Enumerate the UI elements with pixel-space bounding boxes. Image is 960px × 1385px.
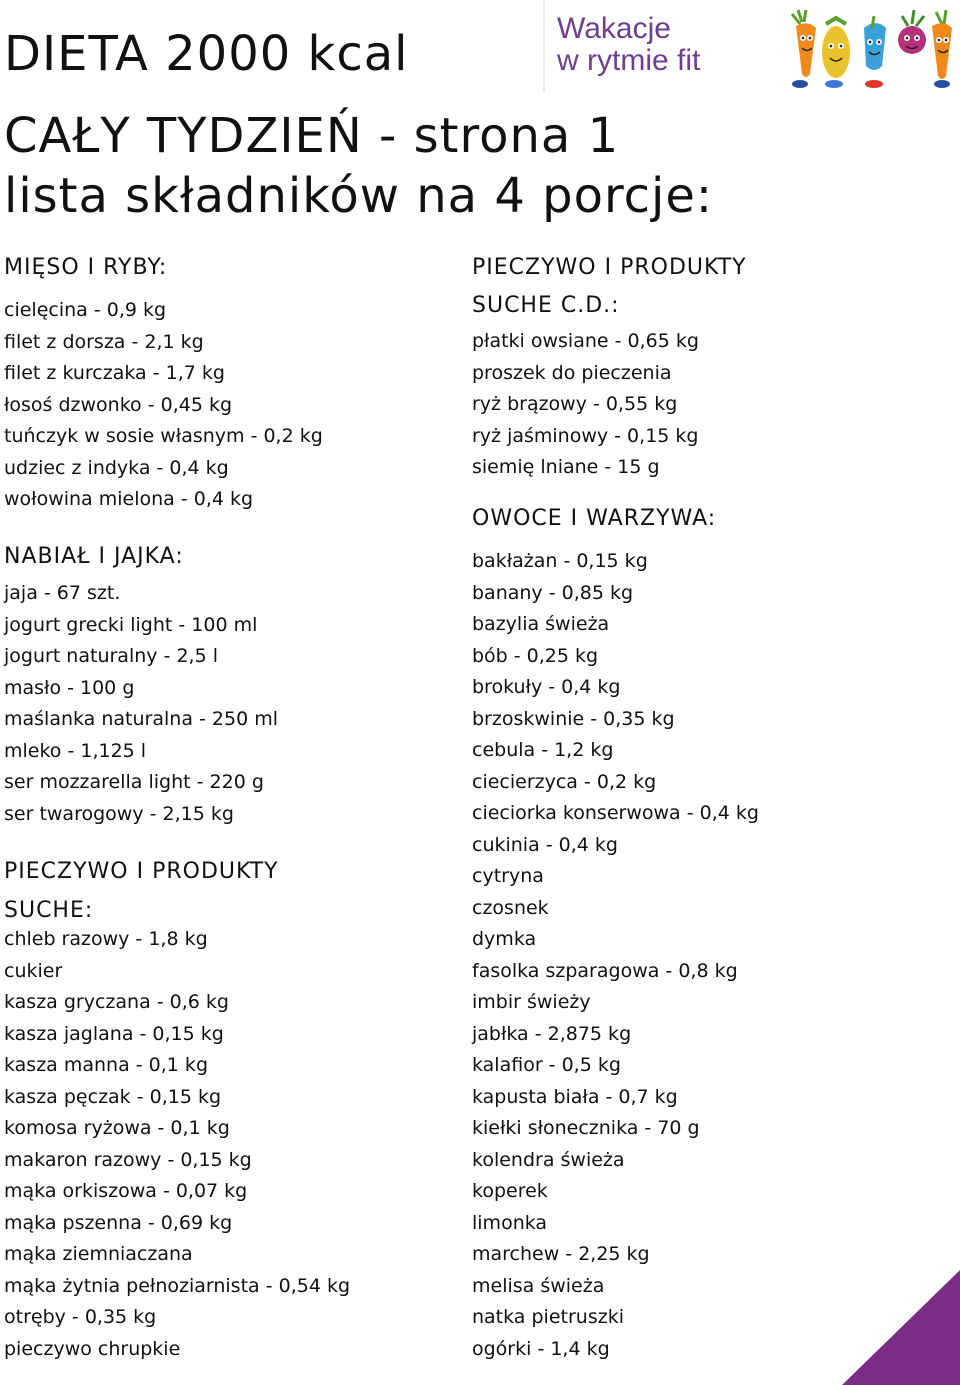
list-item: jaja - 67 szt.: [4, 582, 121, 604]
list-item: łosoś dzwonko - 0,45 kg: [4, 393, 233, 416]
list-item: bazylia świeża: [472, 613, 610, 635]
page-subtitle-ingredients: lista składników na 4 porcje:: [4, 168, 714, 224]
list-item: cukier: [4, 959, 63, 982]
list-item: ogórki - 1,4 kg: [472, 1337, 610, 1360]
section-heading-bread-dry-continued: PIECZYWO I PRODUKTY: [472, 255, 747, 280]
list-item: cebula - 1,2 kg: [472, 739, 614, 761]
list-item: brzoskwinie - 0,35 kg: [472, 707, 675, 730]
list-item: tuńczyk w sosie własnym - 0,2 kg: [4, 425, 323, 447]
list-item: masło - 100 g: [4, 676, 135, 699]
list-item: makaron razowy - 0,15 kg: [4, 1148, 252, 1171]
list-item: kiełki słonecznika - 70 g: [472, 1117, 700, 1139]
radish-mascot-icon: [898, 10, 926, 54]
list-item: mąka pszenna - 0,69 kg: [4, 1211, 233, 1234]
list-item: proszek do pieczenia: [472, 361, 672, 384]
section-heading-bread-dry: PIECZYWO I PRODUKTY: [4, 859, 279, 884]
corner-triangle-decoration: [842, 1270, 960, 1385]
vegetable-mascots-illustration: [786, 4, 956, 90]
list-item: mąka ziemniaczana: [4, 1243, 193, 1265]
list-item: chleb razowy - 1,8 kg: [4, 928, 208, 950]
list-item: ciecierzyca - 0,2 kg: [472, 770, 657, 793]
list-item: filet z dorsza - 2,1 kg: [4, 330, 204, 353]
bread-dry-list: [4, 924, 350, 1365]
list-item: jogurt naturalny - 2,5 l: [4, 645, 218, 667]
list-item: limonka: [472, 1211, 548, 1234]
list-item: mąka orkiszowa - 0,07 kg: [4, 1180, 248, 1202]
list-item: ser twarogowy - 2,15 kg: [4, 802, 234, 825]
list-item: bakłażan - 0,15 kg: [472, 550, 648, 572]
list-item: fasolka szparagowa - 0,8 kg: [472, 959, 738, 982]
meat-fish-list: [4, 295, 323, 516]
list-item: udziec z indyka - 0,4 kg: [4, 456, 229, 479]
list-item: komosa ryżowa - 0,1 kg: [4, 1117, 230, 1139]
list-item: płatki owsiane - 0,65 kg: [472, 330, 699, 352]
list-item: kasza gryczana - 0,6 kg: [4, 991, 229, 1013]
list-item: cytryna: [472, 865, 544, 887]
list-item: cieciorka konserwowa - 0,4 kg: [472, 802, 759, 824]
list-item: jabłka - 2,875 kg: [472, 1022, 632, 1045]
list-item: kasza pęczak - 0,15 kg: [4, 1085, 222, 1108]
section-heading-bread-dry-line2: SUCHE:: [4, 898, 94, 923]
list-item: czosnek: [472, 896, 549, 919]
list-item: marchew - 2,25 kg: [472, 1243, 650, 1265]
list-item: ryż jaśminowy - 0,15 kg: [472, 424, 699, 447]
fruits-vegetables-list: [472, 546, 759, 1365]
list-item: bób - 0,25 kg: [472, 644, 599, 667]
list-item: otręby - 0,35 kg: [4, 1306, 157, 1328]
list-item: mąka żytnia pełnoziarnista - 0,54 kg: [4, 1274, 351, 1297]
list-item: mleko - 1,125 l: [4, 739, 147, 762]
list-item: kolendra świeża: [472, 1148, 625, 1171]
section-heading-bread-dry-continued-line2: SUCHE C.D.:: [472, 293, 620, 318]
bread-dry-continued-list: [472, 326, 699, 484]
logo-divider: [543, 0, 545, 92]
list-item: kapusta biała - 0,7 kg: [472, 1085, 678, 1108]
list-item: jogurt grecki light - 100 ml: [4, 613, 258, 636]
dairy-eggs-list: [4, 578, 278, 830]
page-subtitle: CAŁY TYDZIEŃ - strona 1: [4, 108, 620, 164]
list-item: imbir świeży: [472, 991, 591, 1013]
list-item: kasza manna - 0,1 kg: [4, 1054, 208, 1076]
list-item: banany - 0,85 kg: [472, 581, 634, 604]
eggplant-mascot-icon: [822, 18, 850, 88]
list-item: wołowina mielona - 0,4 kg: [4, 488, 254, 510]
list-item: dymka: [472, 928, 537, 950]
carrot-mascot-left-icon: [792, 10, 816, 88]
section-heading-dairy-eggs: NABIAŁ I JAJKA:: [4, 544, 184, 569]
list-item: kalafior - 0,5 kg: [472, 1054, 621, 1076]
logo-text-line2: w rytmie fit: [557, 44, 701, 77]
section-heading-meat-fish: MIĘSO I RYBY:: [4, 255, 168, 280]
list-item: siemię lniane - 15 g: [472, 456, 660, 478]
list-item: brokuły - 0,4 kg: [472, 676, 621, 698]
list-item: ser mozzarella light - 220 g: [4, 771, 264, 793]
list-item: koperek: [472, 1180, 548, 1202]
logo-text-line1: Wakacje: [557, 12, 671, 45]
list-item: melisa świeża: [472, 1274, 605, 1297]
list-item: cukinia - 0,4 kg: [472, 833, 618, 856]
section-heading-fruits-vegetables: OWOCE I WARZYWA:: [472, 506, 717, 531]
pepper-mascot-icon: [864, 16, 886, 88]
list-item: ryż brązowy - 0,55 kg: [472, 393, 678, 415]
list-item: natka pietruszki: [472, 1306, 624, 1328]
list-item: cielęcina - 0,9 kg: [4, 299, 167, 321]
list-item: kasza jaglana - 0,15 kg: [4, 1022, 224, 1045]
list-item: filet z kurczaka - 1,7 kg: [4, 362, 225, 384]
list-item: pieczywo chrupkie: [4, 1337, 181, 1360]
page-title: DIETA 2000 kcal: [4, 26, 409, 82]
carrot-mascot-right-icon: [932, 10, 952, 88]
list-item: maślanka naturalna - 250 ml: [4, 708, 278, 730]
